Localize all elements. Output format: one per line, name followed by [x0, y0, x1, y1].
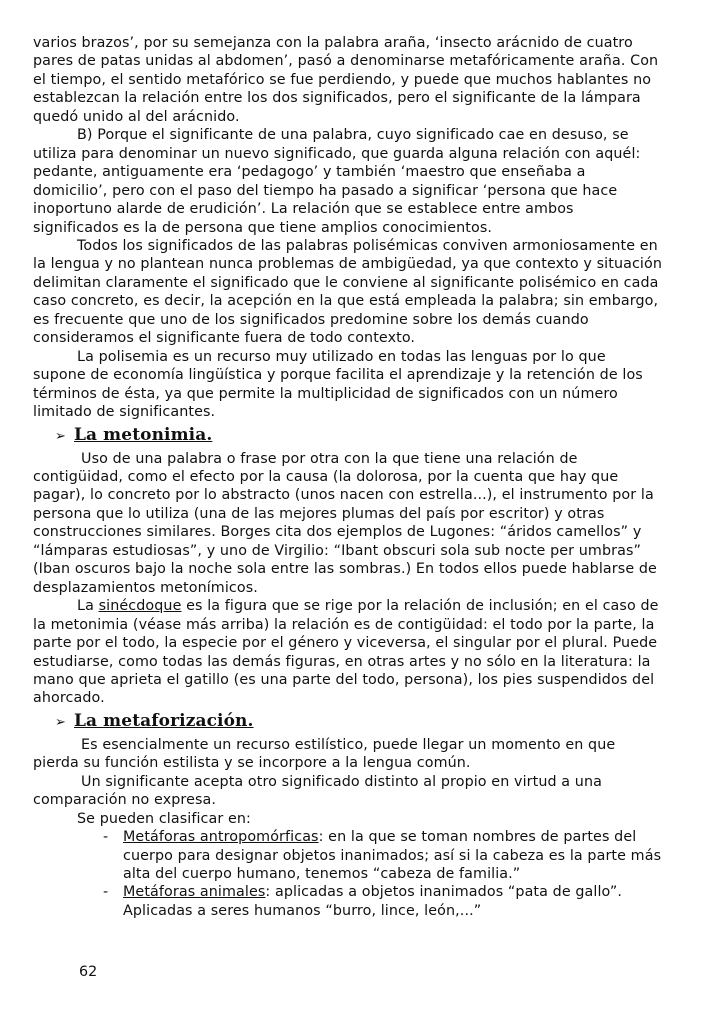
list-item: - Metáforas animales: aplicadas a objetos inanimados “pata de gallo”. Aplicadas a seres humanos “burro, lince, león,...” [103, 884, 623, 919]
section-heading-title: La metonimia. [74, 424, 213, 445]
underlined-term: sinécdoque [98, 598, 182, 615]
section-heading-metonimia [55, 425, 663, 447]
dash-bullet: - [103, 884, 109, 901]
section-heading-metaforizacion [55, 711, 663, 733]
paragraph: La sinécdoque es la figura que se rige por la relación de inclusión; en el caso de la metonimia (véase más arriba) la relación es de contigüidad: el todo por la parte, la parte por el todo, la especie por el género y viceversa, el singular por el plural. Puede estudiarse, como todas las demás figuras, en otras artes y no sólo en la literatura: la mano que aprieta el gatillo (es una parte del todo, persona), los pies suspendidos del ahorcado. [33, 598, 659, 707]
arrow-bullet-icon: ➢ [55, 714, 66, 730]
paragraph: Todos los significados de las palabras polisémicas conviven armoniosamente en la lengua y no plantean nunca problemas de ambigüedad, ya que contexto y situación delimitan claramente el significado que le conviene al significante polisémico en cada caso concreto, es decir, la acepción en la que está empleada la palabra; sin embargo, es frecuente que uno de los significados predomine sobre los demás cuando consideramos el significante fuera de todo contexto. [33, 237, 663, 347]
document-body [33, 34, 663, 920]
paragraph: Es esencialmente un recurso estilístico, puede llegar un momento en que pierda su función estilista y se incorpore a la lengua común. [33, 736, 616, 772]
page-number: 62 [79, 964, 98, 980]
paragraph: varios brazos’, por su semejanza con la palabra araña, ‘insecto arácnido de cuatro pares de patas unidas al abdomen’, pasó a denominarse metafóricamente araña. Con el tiempo, el sentido metafórico se fue perdiendo, y puede que muchos hablantes no establezcan la relación entre los dos significados, pero el significante de la lámpara quedó unido al del arácnido. [33, 35, 659, 125]
paragraph: B) Porque el significante de una palabra, cuyo significado cae en desuso, se utiliza para denominar un nuevo significado, que guarda alguna relación con aquél: pedante, antiguamente era ‘pedagogo’ y también ‘maestro que enseñaba a domicilio’, pero con el paso del tiempo ha pasado a significar ‘persona que hace inoportuno alarde de erudición’. La relación que se establece entre ambos significados es la de persona que tiene amplios conocimientos. [33, 127, 641, 236]
metaphor-types-list [33, 828, 663, 920]
paragraph: Uso de una palabra o frase por otra con la que tiene una relación de contigüidad, como el efecto por la causa (la dolorosa, por la cuenta que hay que pagar), lo concreto por lo abstracto (unos nacen con estrella...), el instrumento por la persona que lo utiliza (una de las mejores plumas del país por escritor) y otras construcciones similares. Borges cita dos ejemplos de Lugones: “áridos camellos” y “lámparas estudiosas”, y uno de Virgilio: “Ibant obscuri sola sub nocte per umbras” (Iban oscuros bajo la noche sola entre las sombras.) En todos ellos puede hablarse de desplazamientos metonímicos. [33, 450, 657, 596]
section-heading-title: La metaforización. [74, 710, 254, 731]
paragraph: La polisemia es un recurso muy utilizado en todas las lenguas por lo que supone de economía lingüística y porque facilita el aprendizaje y la retención de los términos de ésta, ya que permite la multiplicidad de significados con un número limitado de significantes. [33, 348, 643, 421]
classification-intro: Se pueden clasificar en: [77, 810, 251, 827]
underlined-term: Metáforas animales [123, 884, 266, 901]
list-item: - Metáforas antropomórficas: en la que se toman nombres de partes del cuerpo para designar objetos inanimados; así si la cabeza es la parte más alta del cuerpo humano, tenemos “cabeza de familia.” [103, 829, 662, 883]
arrow-bullet-icon: ➢ [55, 428, 66, 444]
paragraph: Un significante acepta otro significado distinto al propio en virtud a una comparación no expresa. [33, 773, 602, 809]
underlined-term: Metáforas antropomórficas [123, 829, 319, 846]
dash-bullet: - [103, 829, 109, 846]
